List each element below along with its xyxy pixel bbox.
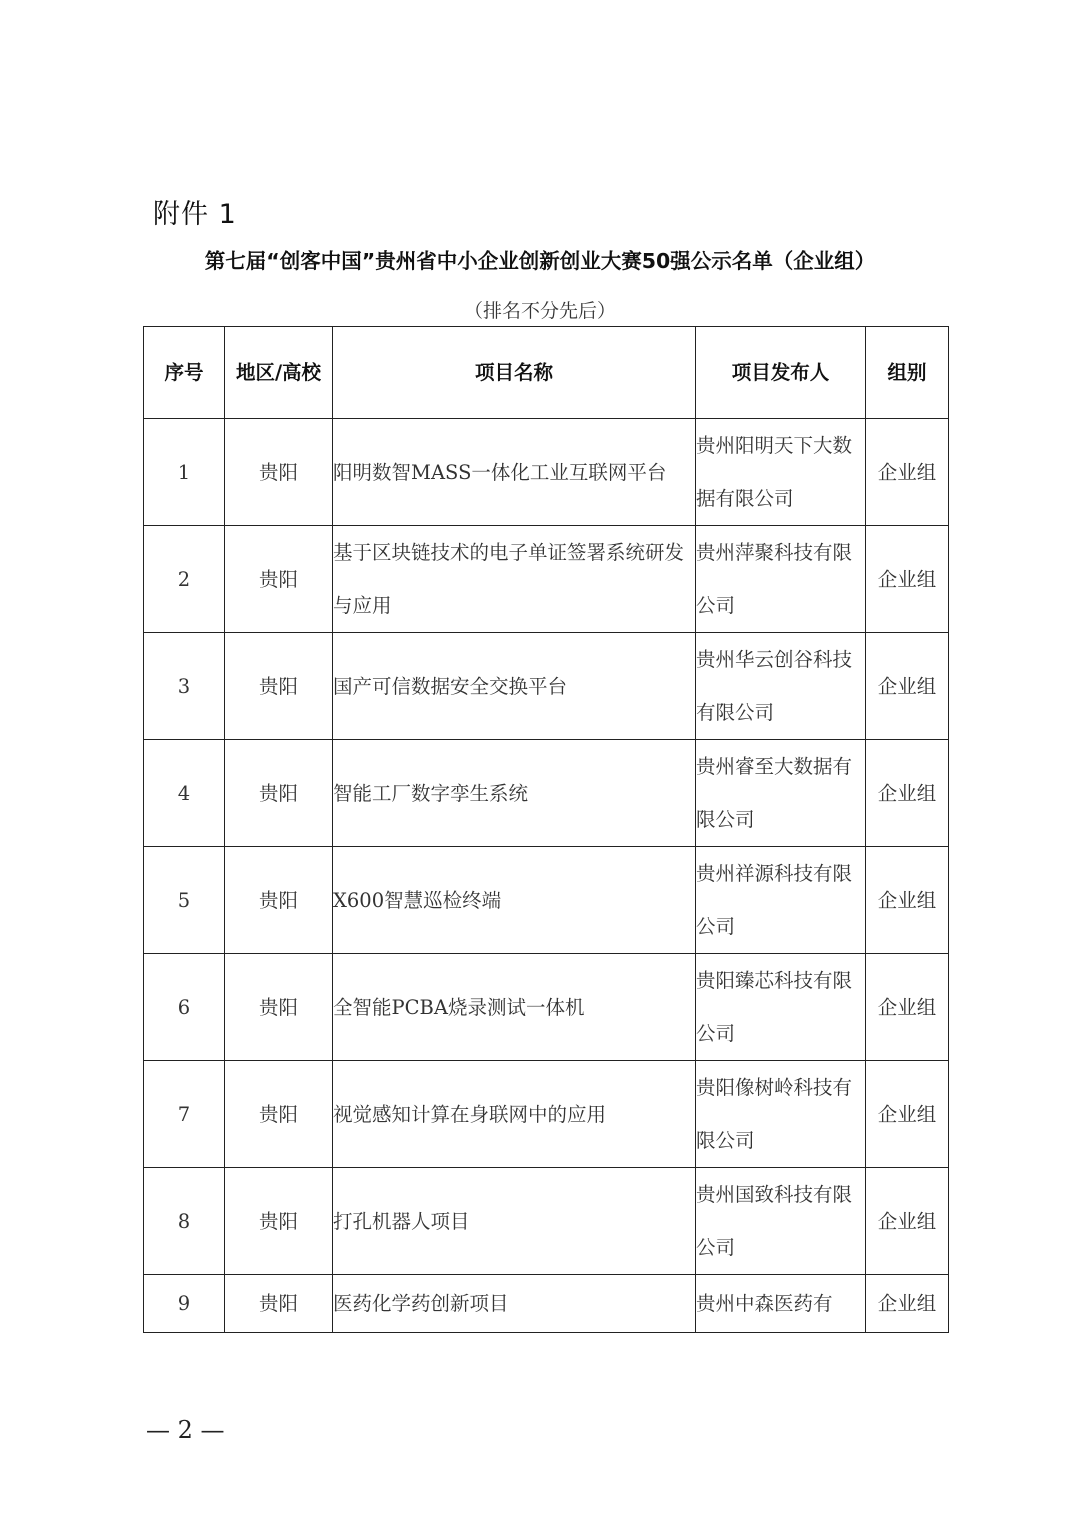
table-row <box>144 1275 949 1333</box>
row-group: 企业组 <box>866 1275 949 1333</box>
row-project-name: 国产可信数据安全交换平台 <box>333 633 696 740</box>
header-group: 组别 <box>866 327 949 419</box>
row-publisher: 贵州阳明天下大数据有限公司 <box>696 419 866 526</box>
table-row <box>144 1168 949 1275</box>
document-title: 第七届“创客中国”贵州省中小企业创新创业大赛50强公示名单（企业组） <box>204 249 876 273</box>
row-index: 7 <box>144 1061 225 1168</box>
table-row <box>144 633 949 740</box>
row-group: 企业组 <box>866 526 949 633</box>
row-publisher: 贵州祥源科技有限公司 <box>696 847 866 954</box>
table-row <box>144 526 949 633</box>
row-index: 8 <box>144 1168 225 1275</box>
row-project-name: 打孔机器人项目 <box>333 1168 696 1275</box>
row-index: 2 <box>144 526 225 633</box>
page-number: — 2 — <box>146 1416 225 1444</box>
table-header-row <box>144 327 949 419</box>
table-row <box>144 419 949 526</box>
row-index: 3 <box>144 633 225 740</box>
row-region: 贵阳 <box>225 419 333 526</box>
row-region: 贵阳 <box>225 847 333 954</box>
row-project-name: X600智慧巡检终端 <box>333 847 696 954</box>
row-publisher: 贵州睿至大数据有限公司 <box>696 740 866 847</box>
row-index: 1 <box>144 419 225 526</box>
row-publisher: 贵州中森医药有 <box>696 1275 866 1333</box>
row-publisher: 贵阳像树岭科技有限公司 <box>696 1061 866 1168</box>
row-index: 5 <box>144 847 225 954</box>
row-group: 企业组 <box>866 1168 949 1275</box>
row-group: 企业组 <box>866 419 949 526</box>
row-region: 贵阳 <box>225 1168 333 1275</box>
candidate-table <box>143 326 949 1333</box>
header-index: 序号 <box>144 327 225 419</box>
attachment-label: 附件 1 <box>153 199 237 230</box>
row-publisher: 贵阳臻芯科技有限公司 <box>696 954 866 1061</box>
row-project-name: 阳明数智MASS一体化工业互联网平台 <box>333 419 696 526</box>
row-project-name: 基于区块链技术的电子单证签署系统研发与应用 <box>333 526 696 633</box>
row-project-name: 视觉感知计算在身联网中的应用 <box>333 1061 696 1168</box>
row-project-name: 医药化学药创新项目 <box>333 1275 696 1333</box>
row-group: 企业组 <box>866 847 949 954</box>
row-region: 贵阳 <box>225 1275 333 1333</box>
row-region: 贵阳 <box>225 526 333 633</box>
row-index: 6 <box>144 954 225 1061</box>
row-region: 贵阳 <box>225 633 333 740</box>
row-index: 9 <box>144 1275 225 1333</box>
row-region: 贵阳 <box>225 1061 333 1168</box>
table-row <box>144 954 949 1061</box>
row-group: 企业组 <box>866 740 949 847</box>
row-publisher: 贵州华云创谷科技有限公司 <box>696 633 866 740</box>
table-row <box>144 847 949 954</box>
row-group: 企业组 <box>866 954 949 1061</box>
row-publisher: 贵州国致科技有限公司 <box>696 1168 866 1275</box>
row-group: 企业组 <box>866 633 949 740</box>
table-row <box>144 1061 949 1168</box>
header-publisher: 项目发布人 <box>696 327 866 419</box>
row-publisher: 贵州萍聚科技有限公司 <box>696 526 866 633</box>
document-subtitle: （排名不分先后） <box>463 300 616 322</box>
row-group: 企业组 <box>866 1061 949 1168</box>
row-index: 4 <box>144 740 225 847</box>
row-project-name: 智能工厂数字孪生系统 <box>333 740 696 847</box>
row-project-name: 全智能PCBA烧录测试一体机 <box>333 954 696 1061</box>
row-region: 贵阳 <box>225 954 333 1061</box>
header-region: 地区/高校 <box>225 327 333 419</box>
table-row <box>144 740 949 847</box>
row-region: 贵阳 <box>225 740 333 847</box>
header-project-name: 项目名称 <box>333 327 696 419</box>
